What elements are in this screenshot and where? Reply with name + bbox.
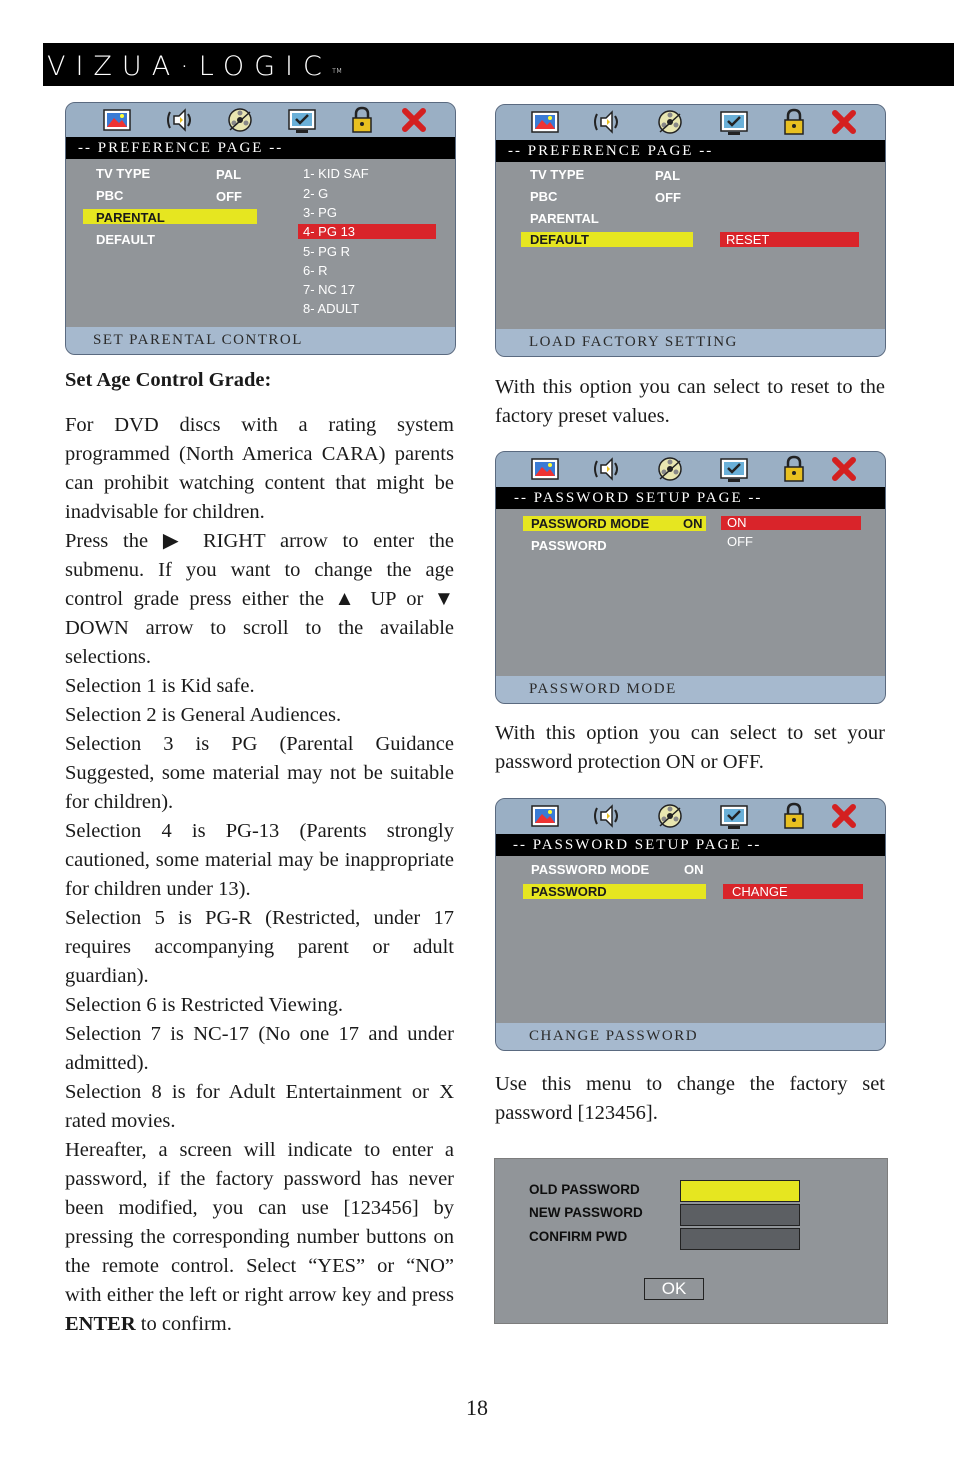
osd-change-password [495,798,886,1051]
option-pg-13[interactable]: 4- PG 13 [303,224,356,239]
speaker-icon[interactable] [593,453,625,485]
option-r[interactable]: 6- R [303,263,328,278]
close-icon[interactable] [828,106,860,138]
value-mode-on: ON [684,862,704,877]
osd-title: -- PASSWORD SETUP PAGE -- [496,487,885,509]
left-body-text [65,411,454,1339]
paragraph: Selection 4 is PG-13 (Parents strongly cautioned, some material may be inappropriate for children under 13). [65,820,454,900]
option-nc-17[interactable]: 7- NC 17 [303,282,356,297]
osd-footer: PASSWORD MODE [496,676,885,703]
value-mode-on: ON [683,516,703,531]
label-new-password: NEW PASSWORD [529,1205,643,1220]
monitor-check-icon[interactable] [718,453,750,485]
close-icon[interactable] [398,104,430,136]
confirm-password-field[interactable] [680,1228,800,1250]
reset-description: With this option you can select to reset to the factory preset values. [495,376,885,427]
paragraph-password: Hereafter, a screen will indicate to enter a password, if the factory password has never been modified, you can use [123456] by pressing the corresponding number buttons on the remote control. Select “YES” or “NO” with either the left or right arrow key and press ENTER to confirm. [65,1139,454,1335]
option-off[interactable]: OFF [727,534,753,549]
picture-icon[interactable] [529,800,561,832]
option-on[interactable]: ON [727,515,747,530]
osd-title: -- PREFERENCE PAGE -- [66,137,455,159]
ok-button[interactable]: OK [644,1278,704,1300]
paragraph: Selection 3 is PG (Parental Guidance Suggested, some material may not be suitable for children). [65,733,454,813]
value-off: OFF [655,190,681,205]
paragraph: Selection 6 is Restricted Viewing. [65,994,343,1016]
paragraph: Selection 2 is General Audiences. [65,704,342,726]
film-reel-icon[interactable] [654,800,686,832]
password-dialog [494,1158,888,1324]
speaker-icon[interactable] [593,800,625,832]
menu-item-pbc[interactable]: PBC [530,189,558,204]
paragraph: Selection 1 is Kid safe. [65,675,255,697]
picture-icon[interactable] [101,104,133,136]
lock-icon[interactable] [346,104,378,136]
osd-password-mode [495,451,886,704]
paragraph: For DVD discs with a rating system programmed (North America CARA) parents can prohibit watching content that might be inadvisable for children. [65,414,454,523]
menu-item-parental[interactable]: PARENTAL [96,210,165,225]
lock-icon[interactable] [778,453,810,485]
brand-logo: VIZUA·LOGIC™ [47,51,343,82]
film-reel-icon[interactable] [224,104,256,136]
old-password-field[interactable] [680,1180,800,1202]
monitor-check-icon[interactable] [718,106,750,138]
option-pg[interactable]: 3- PG [303,205,337,220]
menu-item-tv-type[interactable]: TV TYPE [96,166,151,181]
paragraph: Selection 8 is for Adult Entertainment or X rated movies. [65,1081,454,1132]
osd-footer: SET PARENTAL CONTROL [66,327,455,354]
osd-icon-bar [496,799,885,834]
value-off: OFF [216,189,242,204]
value-pal: PAL [655,168,681,183]
picture-icon[interactable] [529,106,561,138]
option-reset[interactable]: RESET [726,232,770,247]
film-reel-icon[interactable] [654,106,686,138]
section-heading: Set Age Control Grade: [65,369,272,391]
speaker-icon[interactable] [593,106,625,138]
menu-item-default[interactable]: DEFAULT [530,232,589,247]
film-reel-icon[interactable] [654,453,686,485]
monitor-check-icon[interactable] [718,800,750,832]
page-number: 18 [466,1395,488,1420]
osd-icon-bar [66,103,455,138]
change-password-description: Use this menu to change the factory set password [123456]. [495,1073,885,1124]
menu-item-default[interactable]: DEFAULT [96,232,155,247]
option-kid-saf[interactable]: 1- KID SAF [303,166,369,181]
option-change[interactable]: CHANGE [732,884,788,899]
osd-footer: LOAD FACTORY SETTING [496,329,885,356]
paragraph: Press the ▶ RIGHT arrow to enter the submenu. If you want to change the age control grade press either the ▲ UP or ▼ DOWN arrow to scroll to the available selections. [65,530,454,668]
password-mode-description: With this option you can select to set your password protection ON or OFF. [495,722,885,773]
paragraph: Selection 7 is NC-17 (No one 17 and under admitted). [65,1023,454,1074]
osd-title: -- PASSWORD SETUP PAGE -- [496,834,885,856]
menu-item-pbc[interactable]: PBC [96,188,124,203]
option-adult[interactable]: 8- ADULT [303,301,360,316]
osd-preference-default [495,104,886,357]
paragraph: Selection 5 is PG-R (Restricted, under 17 requires accompanying parent or adult guardian). [65,907,454,987]
menu-item-tv-type[interactable]: TV TYPE [530,167,585,182]
close-icon[interactable] [828,453,860,485]
menu-item-password-mode[interactable]: PASSWORD MODE [531,516,650,531]
lock-icon[interactable] [778,800,810,832]
osd-preference-parental [65,102,456,355]
close-icon[interactable] [828,800,860,832]
label-old-password: OLD PASSWORD [529,1182,640,1197]
osd-icon-bar [496,105,885,140]
osd-title: -- PREFERENCE PAGE -- [496,140,885,162]
monitor-check-icon[interactable] [286,104,318,136]
option-pg-r[interactable]: 5- PG R [303,244,350,259]
picture-icon[interactable] [529,453,561,485]
lock-icon[interactable] [778,106,810,138]
osd-footer: CHANGE PASSWORD [496,1023,885,1050]
speaker-icon[interactable] [166,104,198,136]
brand-bar [43,43,954,86]
menu-item-password[interactable]: PASSWORD [531,884,607,899]
menu-item-password[interactable]: PASSWORD [531,538,607,553]
menu-item-password-mode[interactable]: PASSWORD MODE [531,862,650,877]
new-password-field[interactable] [680,1204,800,1226]
menu-item-parental[interactable]: PARENTAL [530,211,599,226]
value-pal: PAL [216,167,242,182]
option-g[interactable]: 2- G [303,186,329,201]
osd-icon-bar [496,452,885,487]
label-confirm-pwd: CONFIRM PWD [529,1229,628,1244]
